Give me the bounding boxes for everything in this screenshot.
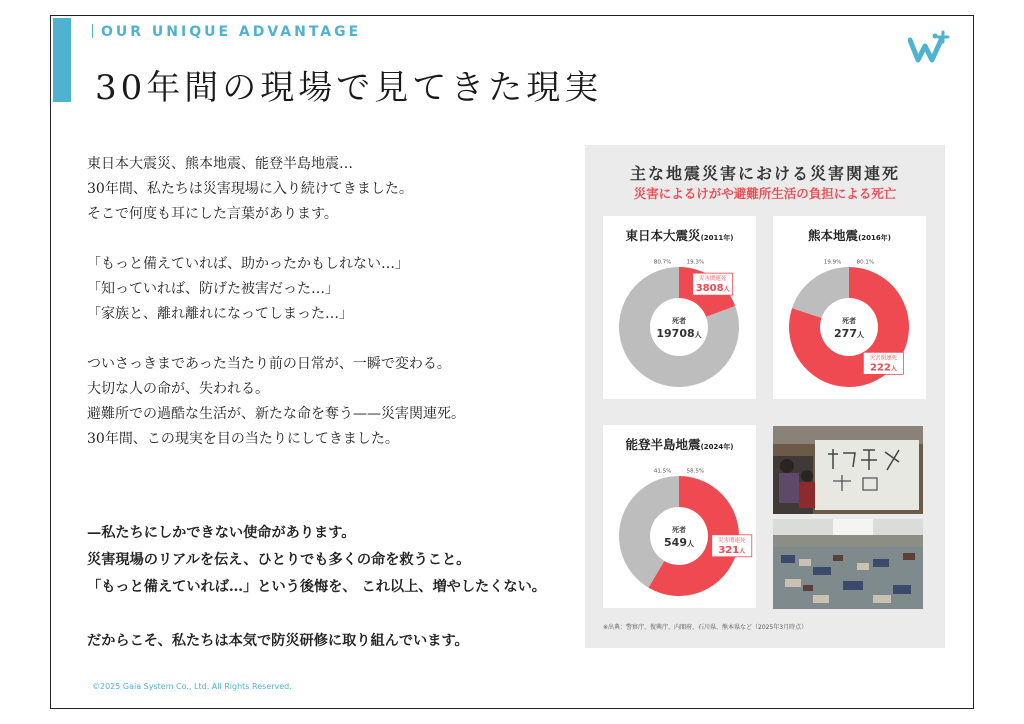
callout-value: 222人 — [869, 362, 897, 374]
quote-line: 「もっと備えていれば、助かったかもしれない…」 — [87, 256, 409, 272]
paragraph-2 — [87, 252, 567, 327]
evacuation-gym-photo — [773, 519, 923, 609]
panel-title: 主な地震災害における災害関連死 — [629, 164, 900, 183]
donut-chart — [603, 216, 756, 399]
center-total: 19708人 — [656, 327, 702, 340]
chart-title-text: 熊本地震 — [808, 228, 859, 243]
center-label: 死者 — [672, 526, 686, 534]
callout-label: 災害関連死 — [718, 537, 746, 544]
center-total: 277人 — [834, 327, 864, 340]
chart-card-east-japan — [603, 216, 756, 399]
percent-label: 80.1% — [856, 259, 875, 266]
shelter-whiteboard-photo — [773, 426, 923, 514]
center-total: 549人 — [664, 536, 694, 549]
text-line: ついさっきまであった当たり前の日常が、一瞬で変わる。 — [87, 356, 451, 372]
text-line: 大切な人の命が、失われる。 — [87, 381, 269, 397]
brand-logo-icon — [908, 30, 952, 64]
text-line: 30年間、この現実を目の当たりにしてきました。 — [87, 431, 399, 447]
center-label: 死者 — [842, 317, 856, 325]
chart-year: (2011年) — [700, 234, 734, 242]
text-line: 30年間、私たちは災害現場に入り続けてきました。 — [87, 181, 413, 197]
slice-other — [792, 267, 849, 318]
percent-label: 19.3% — [686, 259, 705, 266]
text-line: 避難所での過酷な生活が、新たな命を奪う——災害関連死。 — [87, 406, 465, 422]
percent-label: 41.5% — [653, 468, 672, 475]
callout-label: 災害関連死 — [698, 276, 727, 283]
donut-chart — [773, 216, 926, 399]
percent-label: 19.9% — [823, 259, 842, 266]
closing-line: だからこそ、私たちは本気で防災研修に取り組んでいます。 — [87, 633, 469, 649]
story-text — [87, 152, 567, 477]
callout-value: 3808人 — [695, 283, 730, 295]
percent-label: 58.5% — [686, 468, 705, 475]
chart-year: (2024年) — [700, 443, 734, 451]
section-eyebrow — [92, 24, 361, 40]
paragraph-1 — [87, 152, 567, 227]
donut-chart — [603, 425, 756, 608]
disaster-stats-panel — [585, 145, 945, 648]
text-line: 東日本大震災、熊本地震、能登半島地震… — [87, 156, 353, 172]
quote-line: 「知っていれば、防げた被害だった…」 — [87, 281, 339, 297]
callout-value: 321人 — [718, 544, 746, 556]
percent-label: 80.7% — [653, 259, 672, 266]
callout-label: 災害関連死 — [869, 355, 898, 362]
accent-bar — [53, 18, 71, 102]
mission-line: —私たちにしかできない使命があります。 — [87, 525, 356, 541]
chart-title-text: 東日本大震災 — [625, 228, 701, 243]
mission-line: 「もっと備えていれば…」という後悔を、 これ以上、増やしたくない。 — [87, 579, 546, 595]
chart-card-kumamoto — [773, 216, 926, 399]
text-line: そこで何度も耳にした言葉があります。 — [87, 206, 338, 222]
paragraph-3 — [87, 352, 567, 452]
chart-card-noto — [603, 425, 756, 608]
quote-line: 「家族と、離れ離れになってしまった…」 — [87, 306, 353, 322]
copyright: ©2025 Gaia System Co., Ltd. All Rights Reserved. — [92, 682, 292, 691]
page-title: 30年間の現場で見てきた現実 — [95, 68, 603, 108]
source-note: ※出典：警察庁、復興庁、内閣府、石川県、熊本県など（2025年3月時点） — [603, 624, 808, 631]
mission-line: 災害現場のリアルを伝え、ひとりでも多くの命を救うこと。 — [87, 552, 471, 568]
panel-subtitle: 災害によるけがや避難所生活の負担による死亡 — [633, 186, 897, 201]
eyebrow-text: OUR UNIQUE ADVANTAGE — [101, 24, 362, 40]
chart-title-text: 能登半島地震 — [625, 437, 701, 452]
chart-year: (2016年) — [858, 234, 891, 242]
center-label: 死者 — [672, 317, 686, 325]
mission-statement — [87, 520, 587, 655]
